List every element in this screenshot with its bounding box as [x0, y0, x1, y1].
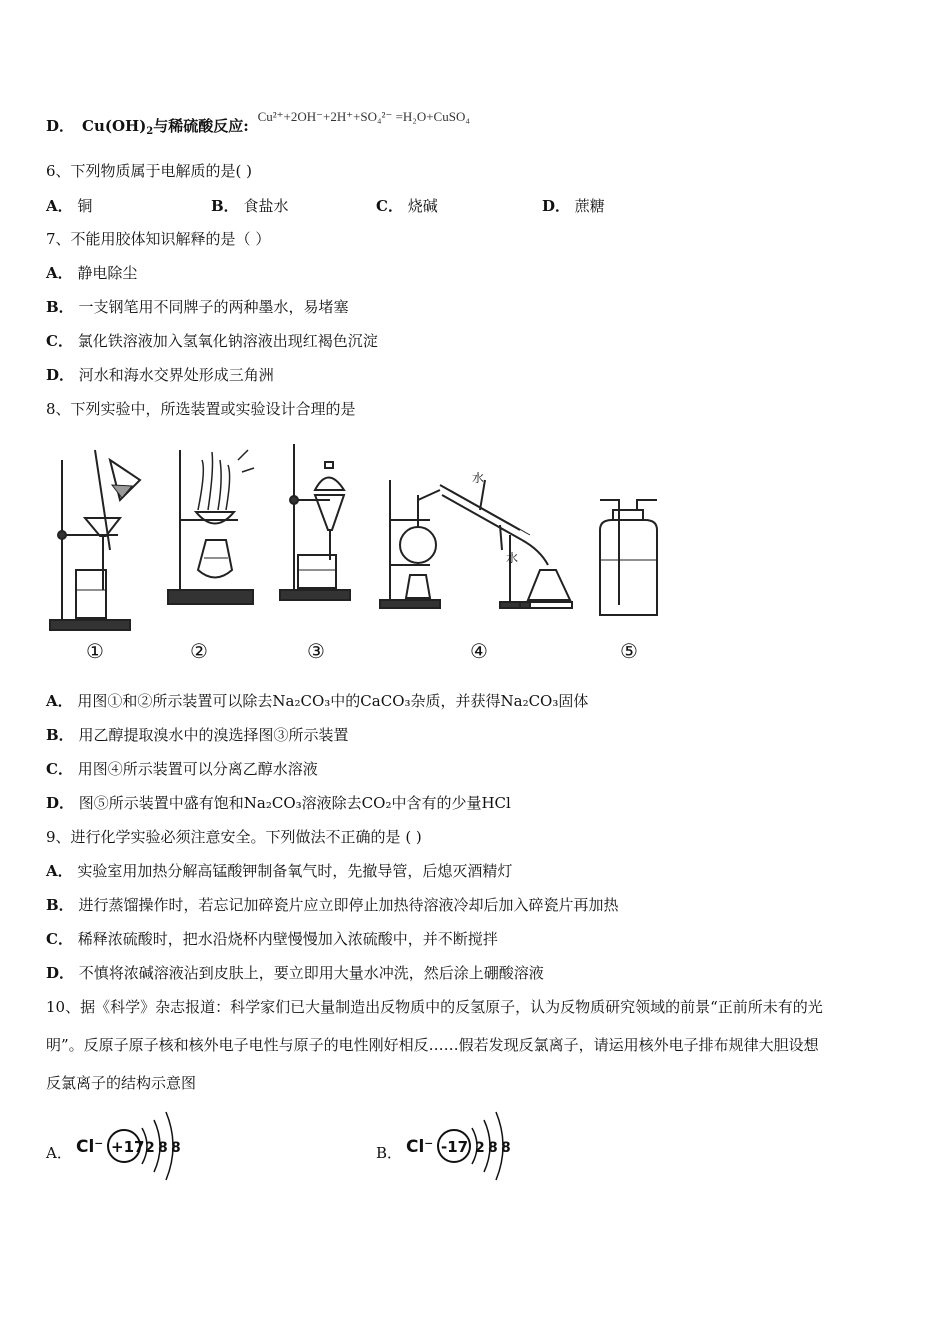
figure-label-4: ④	[470, 639, 488, 663]
q10-option-b-ion: Cl⁻	[406, 1137, 434, 1157]
q9-option-d-letter: D．	[46, 964, 75, 982]
q7-stem: 7、不能用胶体知识解释的是（ ）	[46, 230, 271, 248]
apparatus-2-evaporation	[168, 450, 254, 604]
q6-option-c-text: 烧碱	[407, 197, 438, 215]
q8-option-d-letter: D．	[46, 794, 75, 812]
q8-stem: 8、下列实验中，所选装置或实验设计合理的是	[46, 400, 356, 418]
q7-option-a-text: 静电除尘	[77, 264, 138, 282]
figure-label-5: ⑤	[620, 639, 638, 663]
q8-option-c	[46, 759, 318, 779]
q7-option-b-letter: B．	[46, 298, 74, 316]
q10-stem-line3: 反氯离子的结构示意图	[46, 1074, 197, 1092]
q5-option-d-prefix: Cu(OH)	[82, 117, 147, 135]
q10-option-a-nucleus: +17	[111, 1138, 145, 1156]
q10-option-b-nucleus: -17	[441, 1138, 469, 1156]
figure-label-1: ①	[86, 639, 104, 663]
q8-option-d	[46, 793, 511, 813]
q9-option-a	[46, 861, 512, 881]
q6-options	[46, 196, 846, 216]
q8-option-b	[46, 725, 348, 745]
q6-option-b-text: 食盐水	[243, 197, 289, 215]
figure-label-2: ②	[190, 639, 208, 663]
q9-option-d-text: 不慎将浓碱溶液沾到皮肤上，要立即用大量水冲洗，然后涂上硼酸溶液	[78, 964, 544, 982]
q5-option-d-letter: D．	[46, 117, 75, 135]
q10-option-b-e3: 8	[501, 1140, 511, 1156]
q10-option-a-letter: A．	[46, 1144, 72, 1162]
q8-option-b-text: 用乙醇提取溴水中的溴选择图③所示装置	[78, 726, 349, 744]
q7-option-b-text: 一支钢笔用不同牌子的两种墨水，易堵塞	[78, 298, 349, 316]
q7-option-d	[46, 365, 274, 385]
q6-option-a	[46, 196, 92, 216]
q10-option-b-diagram	[404, 1100, 524, 1190]
q7-option-d-letter: D．	[46, 366, 75, 384]
q7-option-c-text: 氯化铁溶液加入氢氧化钠溶液出现红褐色沉淀	[77, 332, 378, 350]
q5-option-d-suffix: 与稀硫酸反应:	[153, 117, 249, 135]
q5-option-d-equation: Cu²⁺+2OH⁻+2H⁺+SO₄²⁻ =H₂O+CuSO₄	[257, 109, 470, 124]
q5-option-d-sub: 2	[146, 126, 154, 137]
apparatus-3-separatory-funnel	[280, 444, 350, 600]
q10-option-a-e1: 2	[145, 1140, 155, 1156]
q6-option-d-letter: D．	[542, 197, 571, 215]
q6-option-d	[542, 196, 605, 216]
q6-option-c	[376, 196, 438, 216]
q6-option-b-letter: B．	[211, 197, 239, 215]
q6-stem: 6、下列物质属于电解质的是( )	[46, 162, 253, 180]
q5-option-d	[46, 109, 470, 142]
q8-option-b-letter: B．	[46, 726, 74, 744]
q10-option-a-diagram	[74, 1100, 194, 1190]
q9-option-d	[46, 963, 544, 983]
q8-option-a-letter: A．	[46, 692, 73, 710]
q7-option-d-text: 河水和海水交界处形成三角洲	[78, 366, 274, 384]
q8-option-c-text: 用图④所示装置可以分离乙醇水溶液	[77, 760, 318, 778]
water-label-top: 水	[472, 471, 485, 485]
q7-option-c-letter: C．	[46, 332, 73, 350]
q8-option-a	[46, 691, 588, 711]
q8-option-a-text: 用图①和②所示装置可以除去Na₂CO₃中的CaCO₃杂质，并获得Na₂CO₃固体	[77, 692, 589, 710]
apparatus-5-wash-bottle	[600, 500, 657, 615]
q10-stem-line2: 明”。反原子原子核和核外电子电性与原子的电性刚好相反……假若发现反氯离子，请运用核外电子排布规律大胆设想	[46, 1036, 819, 1054]
q10-option-a-e3: 8	[171, 1140, 181, 1156]
q9-option-a-letter: A．	[46, 862, 73, 880]
q9-option-c-letter: C．	[46, 930, 73, 948]
figure-label-3: ③	[307, 639, 325, 663]
q7-option-b	[46, 297, 348, 317]
q6-option-b	[211, 196, 288, 216]
q10-option-b-e2: 8	[488, 1140, 498, 1156]
q7-option-c	[46, 331, 378, 351]
q8-apparatus-figure	[40, 440, 680, 670]
q9-option-c-text: 稀释浓硫酸时，把水沿烧杯内壁慢慢加入浓硫酸中，并不断搅拌	[77, 930, 498, 948]
q10-option-a-ion: Cl⁻	[76, 1137, 104, 1157]
apparatus-4-distillation	[380, 480, 572, 608]
q10-option-a-e2: 8	[158, 1140, 168, 1156]
q9-stem: 9、进行化学实验必须注意安全。下列做法不正确的是 ( )	[46, 828, 422, 846]
q9-option-b	[46, 895, 618, 915]
q7-option-a	[46, 263, 137, 283]
q7-option-a-letter: A．	[46, 264, 73, 282]
q9-option-b-letter: B．	[46, 896, 74, 914]
q10-option-b-e1: 2	[475, 1140, 485, 1156]
q8-option-d-text: 图⑤所示装置中盛有饱和Na₂CO₃溶液除去CO₂中含有的少量HCl	[78, 794, 511, 812]
q6-option-a-letter: A．	[46, 197, 73, 215]
water-label-bottom: 水	[506, 551, 519, 565]
apparatus-1-filtration	[50, 450, 140, 630]
q6-option-c-letter: C．	[376, 197, 403, 215]
q10-stem-line1: 10、据《科学》杂志报道：科学家们已大量制造出反物质中的反氢原子，认为反物质研究领域的前景“正前所未有的光	[46, 998, 823, 1016]
q9-option-a-text: 实验室用加热分解高锰酸钾制备氧气时，先撤导管，后熄灭酒精灯	[77, 862, 513, 880]
q8-option-c-letter: C．	[46, 760, 73, 778]
q9-option-c	[46, 929, 498, 949]
q6-option-d-text: 蔗糖	[574, 197, 605, 215]
q9-option-b-text: 进行蒸馏操作时，若忘记加碎瓷片应立即停止加热待溶液冷却后加入碎瓷片再加热	[78, 896, 619, 914]
q6-option-a-text: 铜	[77, 197, 93, 215]
q10-option-b-letter: B．	[376, 1144, 403, 1162]
